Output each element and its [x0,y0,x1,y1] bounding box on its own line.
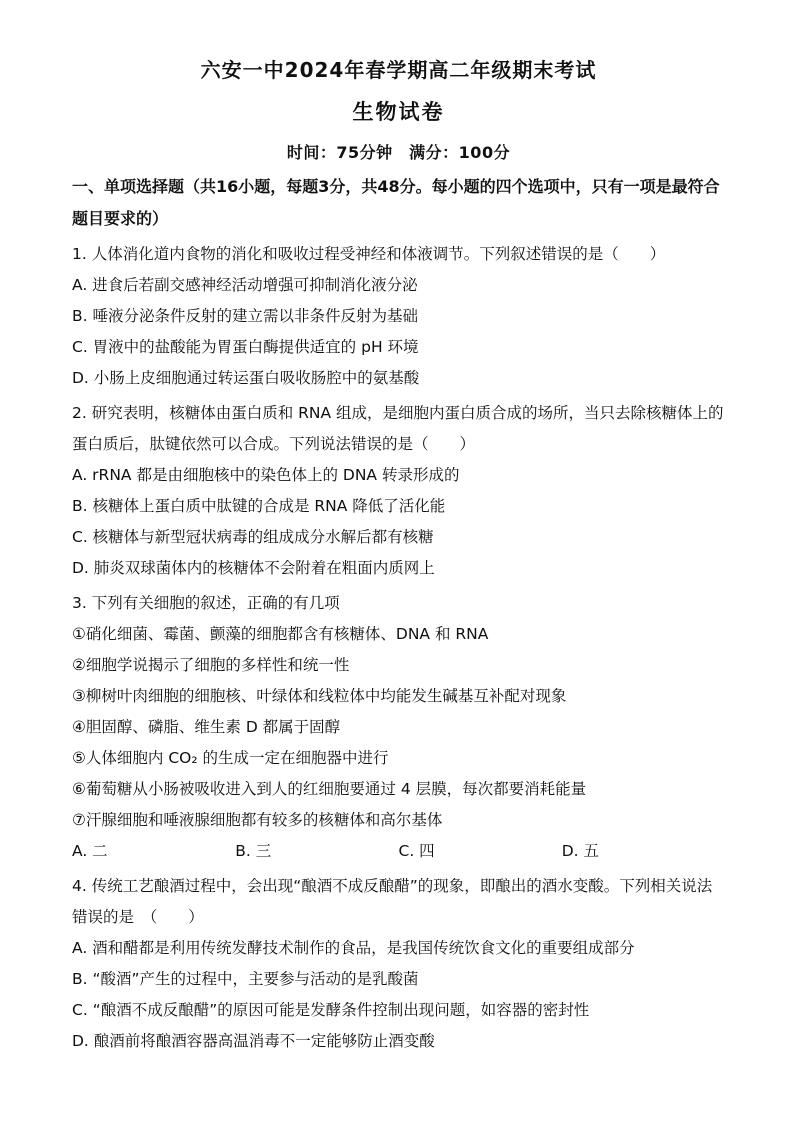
question-option: D. 肺炎双球菌体内的核糖体不会附着在粗面内质网上 [72,559,435,577]
exam-meta: 时间：75分钟 满分：100分 [286,143,511,162]
question-stem: 3. 下列有关细胞的叙述，正确的有几项 [72,594,340,612]
question-option: B. 三 [235,842,272,860]
question-subitem: ⑥葡萄糖从小肠被吸收进入到人的红细胞要通过 4 层膜，每次都要消耗能量 [72,780,587,798]
exam-title: 六安一中2024年春学期高二年级期末考试 [200,58,597,82]
section-header: 一、单项选择题（共16小题，每题3分，共48分。每小题的四个选项中，只有一项是最符合题目要求的） [72,177,720,228]
question-option: A. 二 [72,842,108,860]
question-option: B. 核糖体上蛋白质中肽键的合成是 RNA 降低了活化能 [72,497,446,515]
question-subitem: ①硝化细菌、霉菌、颤藻的细胞都含有核糖体、DNA 和 RNA [72,625,489,643]
question-option: B. “酸酒”产生的过程中，主要参与活动的是乳酸菌 [72,970,419,988]
question-option: C. “酿酒不成反酿醋”的原因可能是发酵条件控制出现问题，如容器的密封性 [72,1001,590,1019]
question-3 [72,588,725,867]
question-option: A. 酒和醋都是利用传统发酵技术制作的食品，是我国传统饮食文化的重要组成部分 [72,939,635,957]
question-2 [72,398,725,584]
question-option: C. 胃液中的盐酸能为胃蛋白酶提供适宜的 pH 环境 [72,338,419,356]
question-option: B. 唾液分泌条件反射的建立需以非条件反射为基础 [72,307,418,325]
question-subitem: ⑦汗腺细胞和唾液腺细胞都有较多的核糖体和高尔基体 [72,811,443,829]
question-subitem: ③柳树叶肉细胞的细胞核、叶绿体和线粒体中均能发生碱基互补配对现象 [72,687,567,705]
question-subitem: ④胆固醇、磷脂、维生素 D 都属于固醇 [72,718,341,736]
question-stem: 2. 研究表明，核糖体由蛋白质和 RNA 组成，是细胞内蛋白质合成的场所，当只去除核糖体上的蛋白质后，肽键依然可以合成。下列说法错误的是（ ） [72,404,724,453]
question-subitem: ⑤人体细胞内 CO₂ 的生成一定在细胞器中进行 [72,749,389,767]
question-option: D. 五 [561,842,600,860]
question-option: D. 酿酒前将酿酒容器高温消毒不一定能够防止酒变酸 [72,1032,435,1050]
exam-subject: 生物试卷 [352,100,445,124]
question-option: C. 四 [398,842,435,860]
question-option: C. 核糖体与新型冠状病毒的组成成分水解后都有核糖 [72,528,434,546]
question-1 [72,239,725,394]
question-4 [72,871,725,1057]
question-stem: 1. 人体消化道内食物的消化和吸收过程受神经和体液调节。下列叙述错误的是（ ） [72,245,666,263]
question-stem: 4. 传统工艺酿酒过程中，会出现“酿酒不成反酿醋”的现象，即酿出的酒水变酸。下列相关说法错误的是 （ ） [72,877,713,926]
question-option: A. 进食后若副交感神经活动增强可抑制消化液分泌 [72,276,418,294]
question-subitem: ②细胞学说揭示了细胞的多样性和统一性 [72,656,350,674]
question-options-row [72,836,725,867]
question-option: A. rRNA 都是由细胞核中的染色体上的 DNA 转录形成的 [72,466,460,484]
question-option: D. 小肠上皮细胞通过转运蛋白吸收肠腔中的氨基酸 [72,369,420,387]
